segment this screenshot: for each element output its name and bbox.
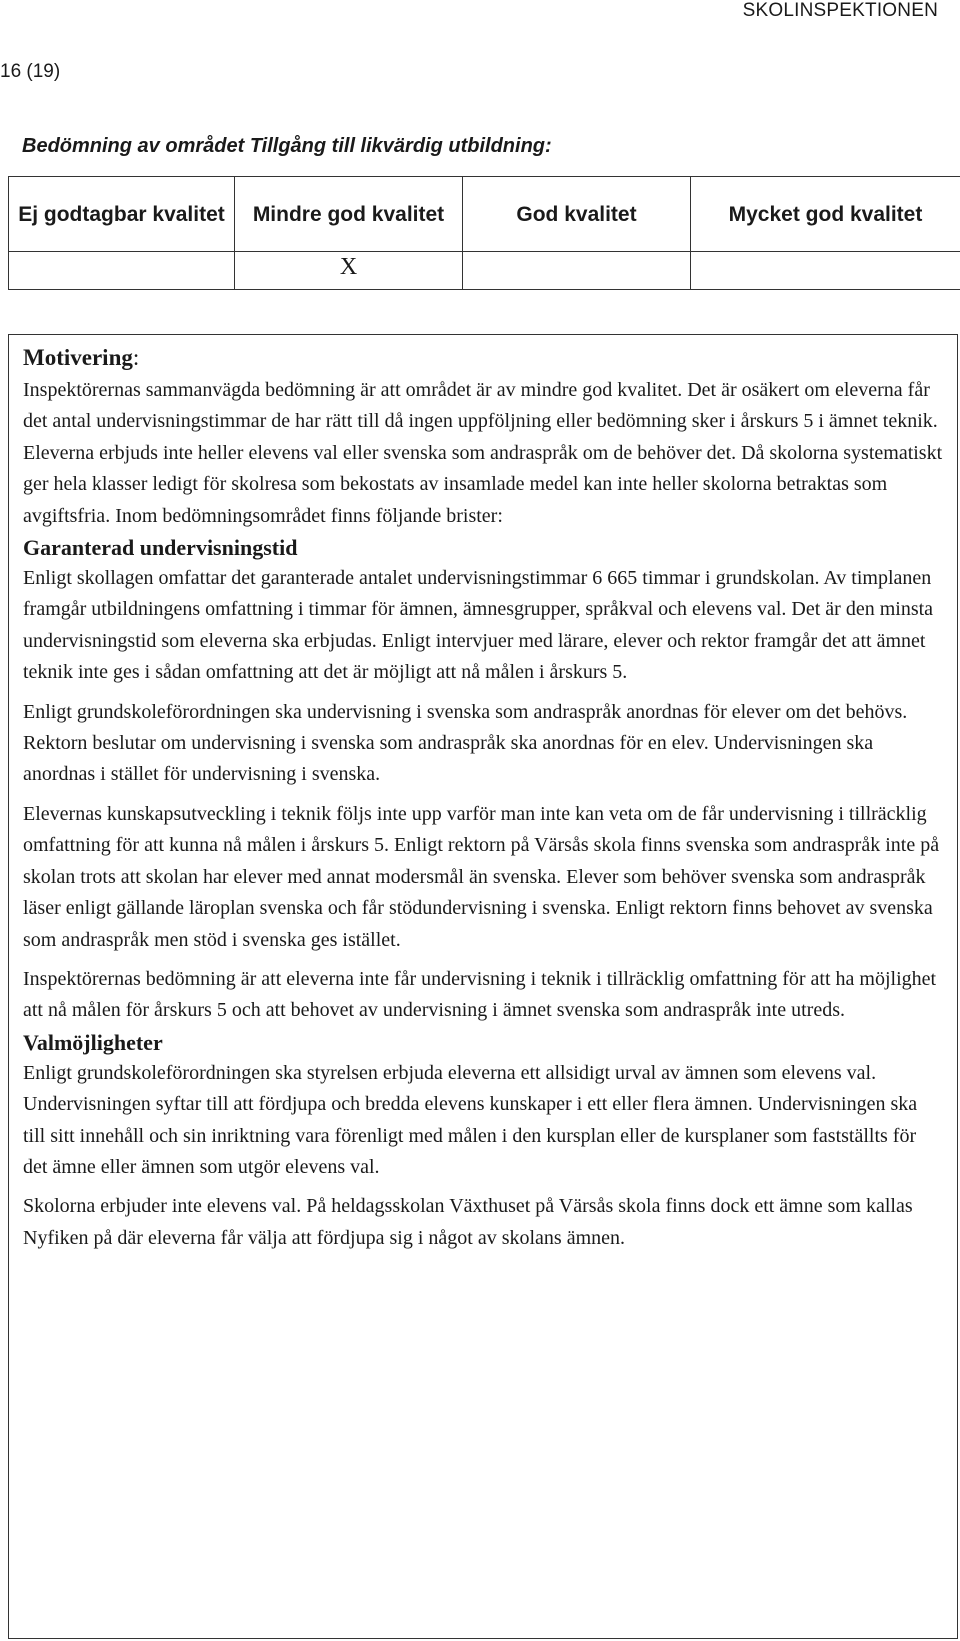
grade-mark-cell <box>691 252 960 290</box>
paragraph: Enligt grundskoleförordningen ska styrelsen erbjuda eleverna ett allsidigt urval av ämnen som elevens val. Undervisningen syftar till att fördjupa och bredda elevens kunskaper i ett eller flera ämnen. Undervisningen ska till sitt innehåll och sin inriktning vara förenligt med målen i den kursplan eller de kursplaner som fastställts för det ämne eller ämnen som utgör elevens val. <box>23 1061 918 1178</box>
grade-column-very-good-quality: Mycket god kvalitet <box>691 177 960 252</box>
paragraph: Elevernas kunskapsutveckling i teknik följs inte upp varför man inte kan veta om de får undervisning i tillräcklig omfattning för att kunna nå målen i årskurs 5. Enligt rektorn på Värsås skola finns svenska som andraspråk inte på skolan trots att skolan har elever med annat modersmål än svenska. Elever som behöver svenska som andraspråk läser enligt gällande läroplan svenska och får stödundervisning i svenska. Enligt rektorn finns behovet av svenska som andraspråk men stöd i svenska ges istället. <box>23 802 940 951</box>
section-heading-guaranteed-time: Garanterad undervisningstid <box>23 535 298 561</box>
grade-header-row <box>9 177 960 252</box>
grade-mark-cell <box>463 252 691 290</box>
grade-column-good-quality: God kvalitet <box>463 177 691 252</box>
page-number: 16 (19) <box>0 61 61 82</box>
grade-mark-row <box>9 252 960 290</box>
organization-name: SKOLINSPEKTIONEN <box>742 0 938 21</box>
grade-mark-cell: X <box>235 252 463 290</box>
paragraph: Skolorna erbjuder inte elevens val. På heldagsskolan Växthuset på Värsås skola finns dock ett ämne som kallas Nyfiken på där eleverna får välja att fördjupa sig i något av skolans ämnen. <box>23 1195 913 1249</box>
motivation-content <box>23 341 943 1254</box>
grade-mark-cell <box>9 252 235 290</box>
paragraph: Inspektörernas bedömning är att eleverna inte får undervisning i teknik i tillräcklig omfattning för att ha möjlighet att nå målen för årskurs 5 och att behovet av undervisning i ämnet svenska som andraspråk inte utreds. <box>23 967 937 1022</box>
paragraph: Enligt grundskoleförordningen ska undervisning i svenska som andraspråk anordnas för elever om det behövs. Rektorn beslutar om undervisning i svenska som andraspråk ska anordnas för en elev. Undervisningen ska anordnas i stället för undervisning i svenska. <box>23 700 908 786</box>
motivation-intro: Inspektörernas sammanvägda bedömning är att området är av mindre god kvalitet. Det är osäkert om eleverna får det antal undervisningstimmar de har rätt till då ingen uppföljning eller bedömning sker i årskurs 5 i ämnet teknik. Eleverna erbjuds inte heller elevens val eller svenska som andraspråk om de behöver det. Då skolorna systematiskt ger hela klasser ledigt för skolresa som bekostats av insamlade medel kan inte heller skolorna betraktas som avgiftsfria. Inom bedömningsområdet finns följande brister: <box>23 379 943 527</box>
motivation-box <box>8 334 958 1639</box>
grade-table <box>8 176 960 290</box>
assessment-title: Bedömning av området Tillgång till likvärdig utbildning: <box>22 135 552 157</box>
grade-column-not-acceptable: Ej godtagbar kvalitet <box>9 177 235 252</box>
grade-column-lower-quality: Mindre god kvalitet <box>235 177 463 252</box>
motivation-heading: Motivering: <box>23 345 140 370</box>
section-heading-choices: Valmöjligheter <box>23 1029 163 1055</box>
paragraph: Enligt skollagen omfattar det garanterade antalet undervisningstimmar 6 665 timmar i grundskolan. Av timplanen framgår utbildningens omfattning i timmar för ämnen, ämnesgrupper, språkval och elevens val. Det är den minsta undervisningstid som eleverna ska erbjudas. Enligt intervjuer med lärare, elever och rektor framgår det att ämnet teknik inte ges i sådan omfattning att det är möjligt att nå målen i årskurs 5. <box>23 567 934 684</box>
